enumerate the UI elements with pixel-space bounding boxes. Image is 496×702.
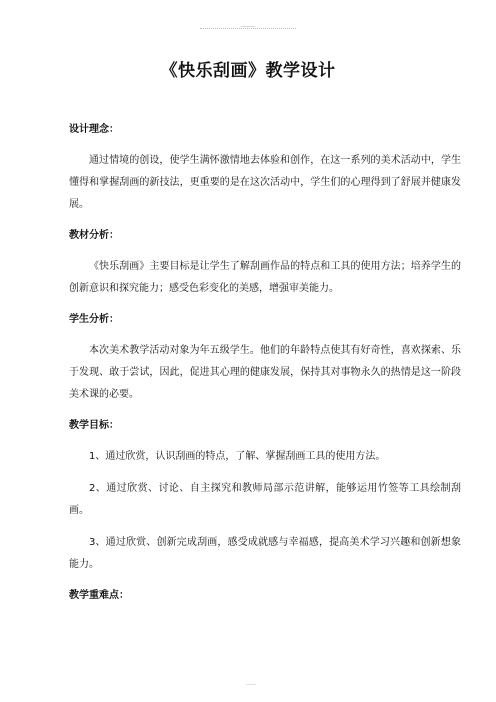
document-body [69,122,461,604]
section-heading-key-difficulties: 教学重难点： [69,590,129,601]
page-title: 《快乐刮画》教学设计 [160,61,336,81]
footer-mark [246,680,256,685]
goal-item-1: 1、通过欣赏，认识刮画的特点，了解、掌握刮画工具的使用方法。 [89,451,386,462]
header-rule [200,28,296,29]
section-paragraph: 本次美术教学活动对象为年五级学生。他们的年龄特点使其有好奇性，喜欢探索、乐于发现、敢于尝试，因此，促进其心理的健康发展，保持其对事物永久的热情是这一阶段美术课的必要。 [69,345,461,400]
section-paragraph: 通过情境的创设，使学生满怀激情地去体验和创作，在这一系列的美术活动中，学生懂得和掌握刮画的新技法，更重要的是在这次活动中，学生们的心理得到了舒展并健康发展。 [69,155,461,210]
section-heading-teaching-goals: 教学目标： [69,420,119,431]
section-heading-material-analysis: 教材分析： [69,230,119,241]
goal-item-2: 2、通过欣赏、讨论、自主探究和教师局部示范讲解，能够运用竹签等工具绘制刮画。 [69,483,461,516]
header-mark [241,20,255,27]
section-heading-design-concept: 设计理念： [69,124,119,135]
section-paragraph: 《快乐刮画》主要目标是让学生了解刮画作品的特点和工具的使用方法；培养学生的创新意识和探究能力；感受色彩变化的美感，增强审美能力。 [69,261,461,294]
section-heading-student-analysis: 学生分析： [69,314,119,325]
goal-item-3: 3、通过欣赏、创新完成刮画，感受成就感与幸福感，提高美术学习兴趣和创新想象能力。 [69,537,461,570]
